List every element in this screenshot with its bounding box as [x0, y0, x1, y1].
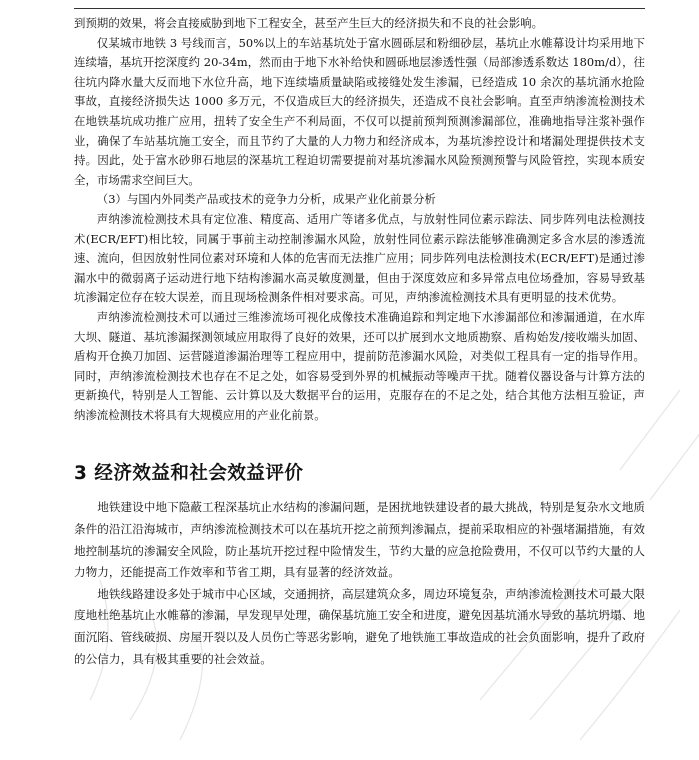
section-heading: 3 经济效益和社会效益评价: [74, 463, 304, 485]
paragraph-social-benefit: 地铁线路建设多处于城市中心区域，交通拥挤，高层建筑众多，周边环境复杂，声纳渗流检测技术可最大限度地杜绝基坑止水帷幕的渗漏，早发现早处理，确保基坑施工安全和进度，避免因基坑涌水导致的基坑坍塌、地面沉陷、管线破损、房屋开裂以及人员伤亡等恶劣影响，避免了地铁施工事故造成的社会负面影响，提升了政府的公信力，具有极其重要的社会效益。: [74, 586, 645, 666]
section3-body: [74, 497, 645, 670]
paragraph-continuation: 到预期的效果，将会直接威胁到地下工程安全，甚至产生巨大的经济损失和不良的社会影响。: [74, 16, 544, 30]
subheading-competitiveness: （3）与国内外同类产品或技术的竞争力分析，成果产业化前景分析: [96, 192, 436, 207]
paragraph-advantages: 声纳渗流检测技术具有定位准、精度高、适用广等诸多优点，与放射性同位素示踪法、同步阵列电法检测技术(ECR/EFT)相比较，同属于事前主动控制渗漏水风险，放射性同位素示踪法能够准确测定多含水层的渗透流速、流向，但因放射性同位素对环境和人体的危害而无法推广应用；同步阵列电法检测技术(ECR/EFT)是通过渗漏水中的微弱离子运动进行地下结构渗漏水高灵敏度测量，但由于深度效应和多异常点电位场叠加，容易导致基坑渗漏定位存在较大误差，而且现场检测条件相对要求高。可见，声纳渗流检测技术具有更明显的技术优势。: [74, 211, 645, 305]
header-rule: [74, 8, 645, 9]
paragraph-applications: 声纳渗流检测技术可以通过三维渗流场可视化成像技术准确追踪和判定地下水渗漏部位和渗漏通道，在水库大坝、隧道、基坑渗漏探测领域应用取得了良好的效果，还可以扩展到水文地质勘察、盾构始发/接收端头加固、盾构开仓换刀加固、运营隧道渗漏治理等工程应用中，提前防范渗漏水风险，对类似工程具有一定的指导作用。同时，声纳渗流检测技术也存在不足之处，如容易受到外界的机械振动等噪声干扰。随着仪器设备与计算方法的更新换代，特别是人工智能、云计算以及大数据平台的运用，克服存在的不足之处，结合其他方法相互验证，声纳渗流检测技术将具有大规模应用的产业化前景。: [74, 309, 645, 422]
paragraph-metro-line3: 仅某城市地铁 3 号线而言，50%以上的车站基坑处于富水圆砾层和粉细砂层，基坑止水帷幕设计均采用地下连续墙，基坑开挖深度约 20-34m，然而由于地下水补给快和圆砾地层渗透性强（局部渗透系数达 180m/d），往往坑内降水量大反而地下水位升高，地下连续墙质量缺陷或接缝处发生渗漏，已经造成 10 余次的基坑涌水抢险事故，直接经济损失达 1000 多万元，不仅造成巨大的经济损失，还造成不良社会影响。直至声纳渗流检测技术在地铁基坑成功推广应用，扭转了安全生产不利局面，不仅可以提前预判预测渗漏部位，准确地指导注浆补强作业，确保了车站基坑施工安全，而且节约了大量的人力物力和经济成本，为基坑渗控设计和堵漏处理提供技术支持。因此，处于富水砂卵石地层的深基坑工程迫切需要提前对基坑渗漏水风险预测预警与风险管控，实现本质安全，市场需求空间巨大。: [74, 35, 645, 187]
paragraph-economic-benefit: 地铁建设中地下隐蔽工程深基坑止水结构的渗漏问题，是困扰地铁建设者的最大挑战，特别是复杂水文地质条件的沿江沿海城市，声纳渗流检测技术可以在基坑开挖之前预判渗漏点，提前采取相应的补强堵漏措施，有效地控制基坑的渗漏安全风险，防止基坑开挖过程中险情发生，节约大量的应急抢险费用，不仅可以节约大量的人力物力，还能提高工作效率和节省工期，具有显著的经济效益。: [74, 500, 645, 580]
document-body: [74, 14, 645, 670]
